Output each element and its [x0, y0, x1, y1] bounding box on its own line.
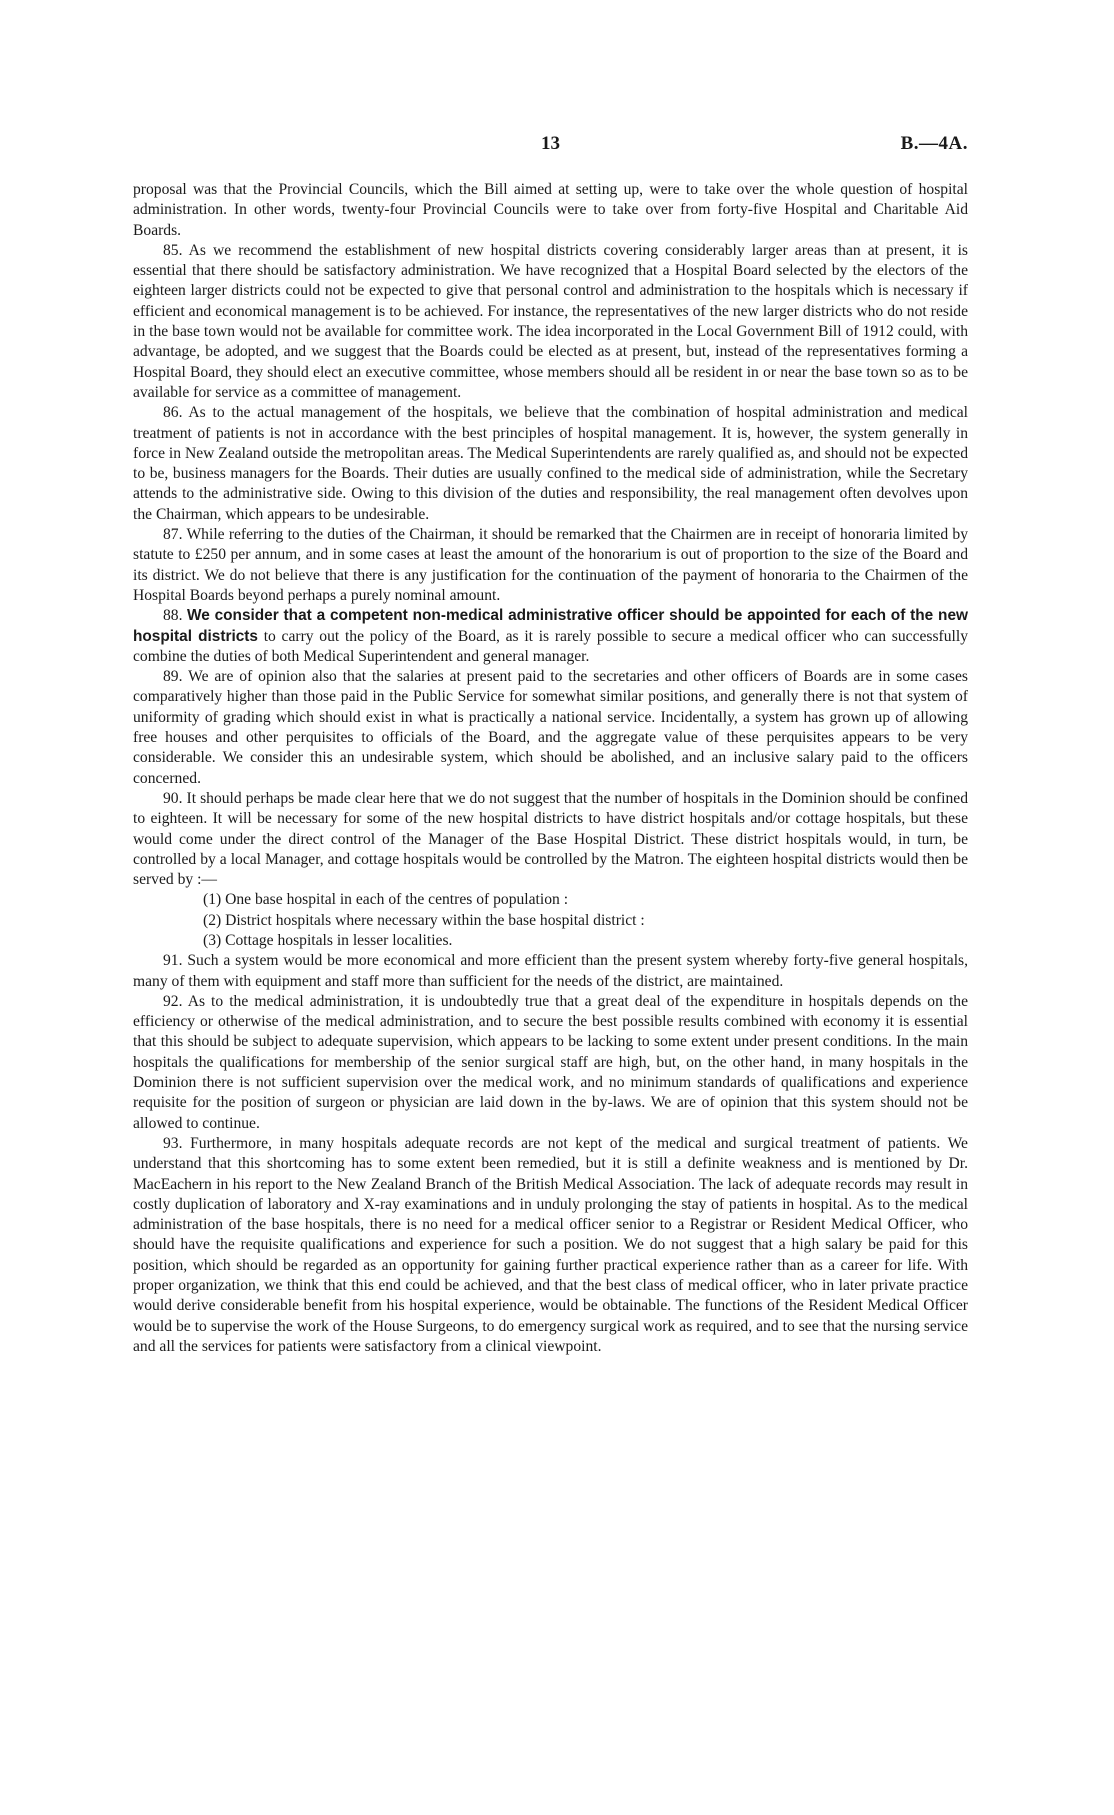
paragraph-92	[133, 992, 968, 1134]
paragraph-88	[133, 606, 968, 667]
page-number: 13	[541, 133, 560, 154]
paragraph-number: 85.	[163, 241, 183, 259]
paragraph-93	[133, 1134, 968, 1357]
paragraph-text: to carry out the policy of the Board, as it is rarely possible to secure a medical officer who can successfully combine the duties of both Medical Superintendent and general manager.	[133, 627, 968, 665]
paragraph-number: 89.	[163, 668, 183, 686]
paragraph-text: It should perhaps be made clear here that we do not suggest that the number of hospitals in the Dominion should be confined to eighteen. It will be necessary for some of the new hospital districts to have district hospitals and/or cottage hospitals, but these would come under the direct control of the Manager of the Base Hospital District. These district hospitals would, in turn, be controlled by a local Manager, and cottage hospitals would be controlled by the Matron. The eighteen hospital districts would then be served by :—	[133, 789, 968, 889]
body-text	[133, 180, 968, 1357]
paragraph-number: 87.	[163, 526, 183, 544]
paragraph-89	[133, 667, 968, 789]
paragraph-text: While referring to the duties of the Chairman, it should be remarked that the Chairmen are in receipt of honoraria limited by statute to £250 per annum, and in some cases at least the amount of the honorarium is out of proportion to the size of the Board and its district. We do not believe that there is any justification for the continuation of the payment of honoraria to the Chairmen of the Hospital Boards beyond perhaps a purely nominal amount.	[133, 526, 968, 604]
page-header	[133, 133, 968, 161]
document-reference: B.—4A.	[900, 133, 968, 154]
paragraph-number: 91.	[163, 952, 183, 970]
paragraph-number: 86.	[163, 404, 183, 422]
paragraph-91	[133, 951, 968, 992]
paragraph-number: 92.	[163, 992, 183, 1010]
paragraph-number: 88.	[163, 607, 183, 625]
paragraph-text: As we recommend the establishment of new hospital districts covering considerably larger areas than at present, it is essential that there should be satisfactory administration. We have recognized that a Hospital Board selected by the electors of the eighteen larger districts could not be expected to give that personal control and administration to the hospitals which is necessary if efficient and economical management is to be achieved. For instance, the representatives of the new larger districts who do not reside in the base town would not be available for committee work. The idea incorporated in the Local Government Bill of 1912 could, with advantage, be adopted, and we suggest that the Boards could be elected as at present, but, instead of the representatives forming a Hospital Board, they should elect an executive committee, whose members should all be resident in or near the base town so as to be available for service as a committee of management.	[133, 241, 968, 401]
paragraph-number: 93.	[163, 1134, 183, 1152]
list-item: (1) One base hospital in each of the centres of population :	[203, 891, 569, 909]
paragraph-text: We are of opinion also that the salaries at present paid to the secretaries and other officers of Boards are in some cases comparatively higher than those paid in the Public Service for somewhat similar positions, and generally there is not that system of uniformity of grading which should exist in what is practically a national service. Incidentally, a system has grown up of allowing free houses and other perquisites to officials of the Board, and the aggregate value of these perquisites appears to be very considerable. We consider this an undesirable system, which should be abolished, and an inclusive salary paid to the officers concerned.	[133, 668, 968, 787]
paragraph-text: Furthermore, in many hospitals adequate records are not kept of the medical and surgical treatment of patients. We understand that this shortcoming has to some extent been remedied, but it is still a definite weakness and is mentioned by Dr. MacEachern in his report to the New Zealand Branch of the British Medical Association. The lack of adequate records may result in costly duplication of laboratory and X-ray examinations and in unduly prolonging the stay of patients in hospital. As to the medical administration of the base hospitals, there is no need for a medical officer senior to a Registrar or Resident Medical Officer, who should have the requisite qualifications and experience for such a position. We do not suggest that a high salary be paid for this position, which should be regarded as an opportunity for gaining further practical experience rather than as a career for life. With proper organization, we think that this end could be achieved, and that the best class of medical officer, who in later private practice would derive considerable benefit from his hospital experience, would be obtainable. The functions of the Resident Medical Officer would be to supervise the work of the House Surgeons, to do emergency surgical work as required, and to see that the nursing service and all the services for patients were satisfactory from a clinical viewpoint.	[133, 1134, 968, 1355]
paragraph-text: As to the actual management of the hospitals, we believe that the combination of hospital administration and medical treatment of patients is not in accordance with the best principles of hospital management. It is, however, the system generally in force in New Zealand outside the metropolitan areas. The Medical Superintendents are rarely qualified as, and should not be expected to be, business managers for the Boards. Their duties are usually confined to the medical side of administration, while the Secretary attends to the administrative side. Owing to this division of the duties and responsibility, the real management often devolves upon the Chairman, which appears to be undesirable.	[133, 404, 968, 523]
paragraph-continued	[133, 180, 968, 241]
paragraph-85	[133, 241, 968, 403]
list-item: (3) Cottage hospitals in lesser localities.	[203, 931, 453, 949]
paragraph-text: proposal was that the Provincial Councils, which the Bill aimed at setting up, were to take over the whole question of hospital administration. In other words, twenty-four Provincial Councils were to take over from forty-five Hospital and Charitable Aid Boards.	[133, 181, 968, 239]
list-item: (2) District hospitals where necessary within the base hospital district :	[203, 911, 645, 929]
paragraph-text: As to the medical administration, it is undoubtedly true that a great deal of the expenditure in hospitals depends on the efficiency or otherwise of the medical administration, and to secure the best possible results combined with economy it is essential that this should be subject to adequate supervision, which appears to be lacking to some extent under present conditions. In the main hospitals the qualifications for membership of the senior surgical staff are high, but, on the other hand, in many hospitals in the Dominion there is not sufficient supervision over the medical work, and no minimum standards of qualifications and experience requisite for the position of surgeon or physician are laid down in the by-laws. We are of opinion that this system should not be allowed to continue.	[133, 992, 968, 1132]
paragraph-90	[133, 789, 968, 890]
paragraph-86	[133, 403, 968, 525]
paragraph-bold-text: We consider that a competent non-medical administrative officer should be appointed for each of the new hospital districts	[133, 607, 968, 645]
paragraph-87	[133, 525, 968, 606]
paragraph-number: 90.	[163, 789, 183, 807]
paragraph-text: Such a system would be more economical and more efficient than the present system whereby forty-five general hospitals, many of them with equipment and staff more than sufficient for the needs of the district, are maintained.	[133, 952, 968, 990]
